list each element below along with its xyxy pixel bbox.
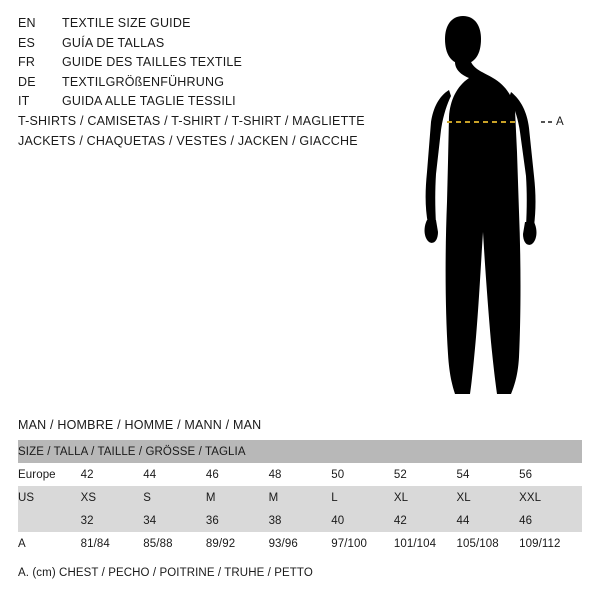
language-code: ES xyxy=(18,35,36,50)
cell: 36 xyxy=(206,509,269,532)
category-jackets: JACKETS / CHAQUETAS / VESTES / JACKEN / GIACCHE xyxy=(18,134,358,148)
cell: 42 xyxy=(394,509,457,532)
row-label xyxy=(18,509,81,532)
cell: M xyxy=(206,486,269,509)
table-row xyxy=(18,509,582,532)
cell: 38 xyxy=(269,509,332,532)
cell: 46 xyxy=(519,509,582,532)
row-label: US xyxy=(18,486,81,509)
cell: 46 xyxy=(206,463,269,486)
table-header-label: SIZE / TALLA / TAILLE / GRÖSSE / TAGLIA xyxy=(18,440,582,463)
language-title: GUIDE DES TAILLES TEXTILE xyxy=(62,55,243,69)
language-row xyxy=(18,14,378,34)
language-title: GUIDA ALLE TAGLIE TESSILI xyxy=(62,94,236,108)
language-code: DE xyxy=(18,74,36,89)
size-table xyxy=(18,440,582,555)
cell: L xyxy=(331,486,394,509)
language-row xyxy=(18,73,378,93)
language-row xyxy=(18,53,378,73)
size-table-section xyxy=(18,418,582,579)
cell: XL xyxy=(456,486,519,509)
cell: 44 xyxy=(456,509,519,532)
table-header-row xyxy=(18,440,582,463)
table-row xyxy=(18,532,582,555)
language-code: EN xyxy=(18,16,36,30)
table-footnote: A. (cm) CHEST / PECHO / POITRINE / TRUHE / PETTO xyxy=(18,567,313,579)
cell: M xyxy=(269,486,332,509)
category-tshirts: T-SHIRTS / CAMISETAS / T-SHIRT / T-SHIRT / MAGLIETTE xyxy=(18,114,365,128)
male-silhouette-icon xyxy=(405,12,600,407)
cell: 85/88 xyxy=(143,532,206,555)
cell: 101/104 xyxy=(394,532,457,555)
language-list xyxy=(18,14,378,112)
language-row xyxy=(18,92,378,112)
language-title: GUÍA DE TALLAS xyxy=(62,35,165,50)
row-label: A xyxy=(18,532,81,555)
table-row xyxy=(18,463,582,486)
language-row xyxy=(18,34,378,54)
cell: 54 xyxy=(456,463,519,486)
cell: 50 xyxy=(331,463,394,486)
cell: 109/112 xyxy=(519,532,582,555)
cell: 34 xyxy=(143,509,206,532)
cell: S xyxy=(143,486,206,509)
cell: XS xyxy=(81,486,144,509)
category-list xyxy=(18,111,418,151)
table-row xyxy=(18,486,582,509)
language-code: IT xyxy=(18,94,30,108)
cell: 105/108 xyxy=(456,532,519,555)
language-title: TEXTILE SIZE GUIDE xyxy=(62,16,191,30)
language-title: TEXTILGRÖßENFÜHRUNG xyxy=(62,74,225,89)
language-code: FR xyxy=(18,55,36,69)
cell: 48 xyxy=(269,463,332,486)
cell: 81/84 xyxy=(81,532,144,555)
cell: 40 xyxy=(331,509,394,532)
cell: XXL xyxy=(519,486,582,509)
cell: 52 xyxy=(394,463,457,486)
cell: 32 xyxy=(81,509,144,532)
table-group-title: MAN / HOMBRE / HOMME / MANN / MAN xyxy=(18,418,262,432)
cell: 44 xyxy=(143,463,206,486)
body-figure xyxy=(405,12,600,407)
cell: XL xyxy=(394,486,457,509)
measure-label-a: A xyxy=(556,116,565,128)
cell: 93/96 xyxy=(269,532,332,555)
cell: 97/100 xyxy=(331,532,394,555)
cell: 42 xyxy=(81,463,144,486)
row-label: Europe xyxy=(18,463,81,486)
cell: 89/92 xyxy=(206,532,269,555)
cell: 56 xyxy=(519,463,582,486)
